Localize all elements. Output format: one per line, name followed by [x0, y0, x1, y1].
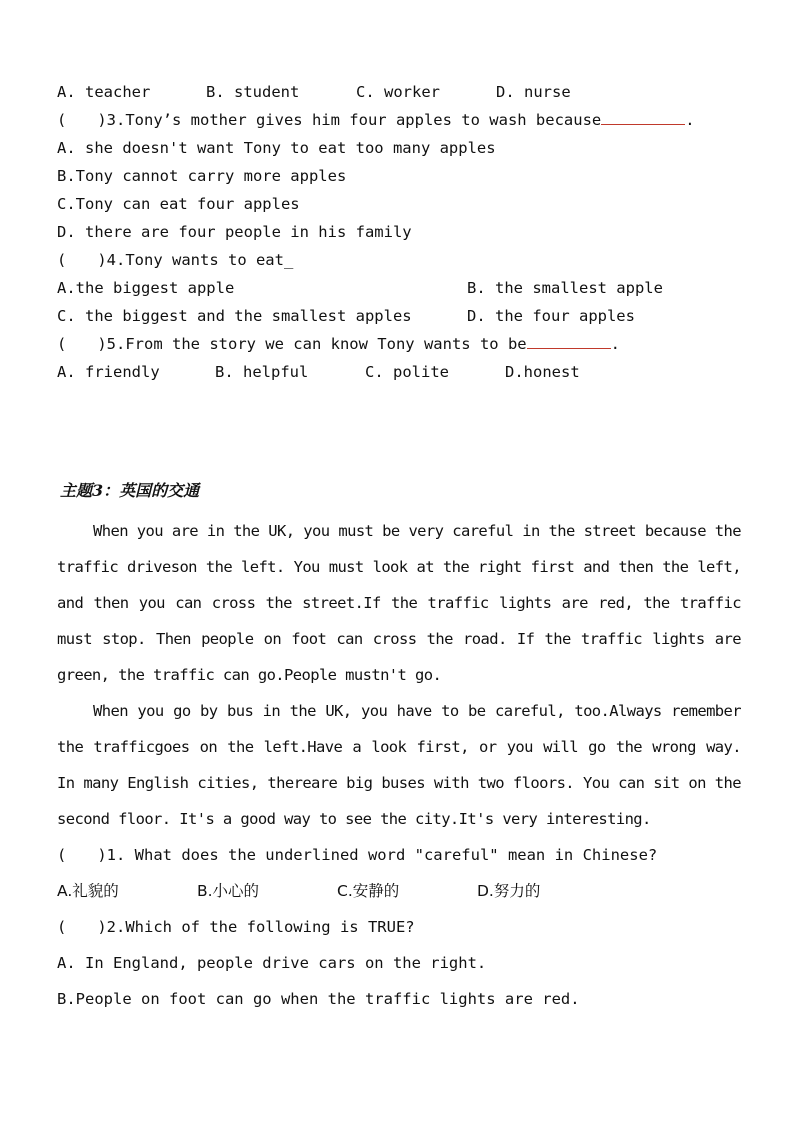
t3-q2-stem: [57, 917, 415, 937]
answer-bracket: ( ): [57, 918, 107, 936]
q3-option-c: C.Tony can eat four apples: [57, 195, 300, 213]
t3-q1-stem: [57, 845, 657, 865]
t3-q2-option-b: B.People on foot can go when the traffic lights are red.: [57, 990, 580, 1008]
answer-bracket: ( ): [57, 846, 107, 864]
t3-q2-text: 2.Which of the following is TRUE?: [106, 918, 415, 936]
q3-option-b: B.Tony cannot carry more apples: [57, 167, 347, 185]
q4-stem: [57, 250, 293, 270]
t3-q1-option-d: D.努力的: [477, 882, 541, 900]
q4-option-b: B. the smallest apple: [467, 279, 663, 297]
answer-bracket: ( ): [57, 335, 107, 353]
q2-option-d: D. nurse: [496, 83, 571, 101]
t3-q1-option-b: B.小心的: [197, 882, 260, 900]
q2-option-a: A. teacher: [57, 83, 151, 101]
q2-option-c: C. worker: [356, 83, 440, 101]
answer-bracket: ( ): [57, 251, 107, 269]
t3-q1-option-a: A.礼貌的: [57, 882, 119, 900]
q5-option-a: A. friendly: [57, 363, 160, 381]
q3-end: .: [685, 111, 695, 129]
passage-paragraph-1: When you are in the UK, you must be very careful in the street because the traffic driveson the left. You must look at the right first and then the left, and then you can cross the street.If the traffic lights are red, the traffic must stop. Then people on foot can cross the road. If the traffic lights are green, the traffic can go.People mustn't go.: [57, 522, 741, 684]
topic-heading: 主题3：英国的交通: [60, 481, 200, 500]
t3-q1-option-c: C.安静的: [337, 882, 400, 900]
answer-blank: [527, 334, 611, 349]
q5-stem: [57, 334, 620, 354]
q5-end: .: [610, 335, 620, 353]
q3-stem: [57, 110, 695, 130]
q4-option-d: D. the four apples: [467, 307, 635, 325]
q5-option-c: C. polite: [365, 363, 449, 381]
t3-q2-option-a: A. In England, people drive cars on the right.: [57, 954, 487, 972]
q5-option-d: D.honest: [505, 363, 580, 381]
q3-text: 3.Tony’s mother gives him four apples to wash because: [106, 111, 602, 129]
t3-q1-text: 1. What does the underlined word "careful" mean in Chinese?: [106, 846, 658, 864]
passage-paragraph-2: When you go by bus in the UK, you have to be careful, too.Always remember the trafficgoes on the left.Have a look first, or you will go the wrong way. In many English cities, thereare big buses with two floors. You can sit on the second floor. It's a good way to see the city.It's very interesting.: [57, 702, 741, 828]
q4-text: 4.Tony wants to eat_: [106, 251, 294, 269]
q3-option-d: D. there are four people in his family: [57, 223, 412, 241]
answer-blank: [601, 110, 685, 125]
q4-option-c: C. the biggest and the smallest apples: [57, 307, 412, 325]
answer-bracket: ( ): [57, 111, 107, 129]
q4-option-a: A.the biggest apple: [57, 279, 235, 297]
q3-option-a: A. she doesn't want Tony to eat too many apples: [57, 139, 496, 157]
q5-option-b: B. helpful: [215, 363, 309, 381]
q2-option-b: B. student: [206, 83, 300, 101]
q5-text: 5.From the story we can know Tony wants to be: [106, 335, 527, 353]
